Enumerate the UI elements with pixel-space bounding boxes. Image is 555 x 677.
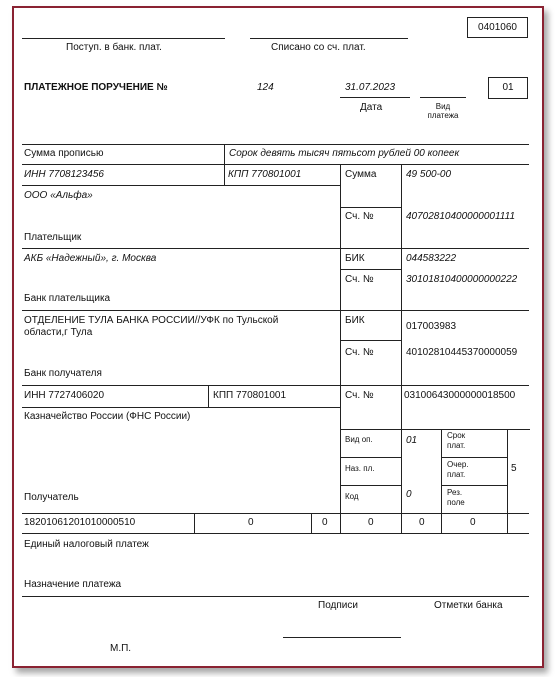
doc-date-value: 0 xyxy=(470,517,476,528)
payer-bank-bik-value: 044583222 xyxy=(406,253,457,264)
received-label: Поступ. в банк. плат. xyxy=(66,42,162,53)
amount-words-label: Сумма прописью xyxy=(24,148,104,159)
code-value: 0 xyxy=(406,489,412,500)
payer-inn: ИНН 7708123456 xyxy=(24,169,104,180)
purpose-code-label: Наз. пл. xyxy=(345,464,375,473)
amount-words-value: Сорок девять тысяч пятьсот рублей 00 копеек xyxy=(229,148,460,159)
order-date: 31.07.2023 xyxy=(345,82,396,93)
received-line xyxy=(22,38,225,39)
debited-label: Списано со сч. плат. xyxy=(271,42,366,53)
oktmo-value: 0 xyxy=(248,517,254,528)
payee-name: Казначейство России (ФНС России) xyxy=(24,411,191,422)
date-label: Дата xyxy=(360,102,383,113)
doc-number-value: 0 xyxy=(419,517,425,528)
payee-account-value: 03100643000000018500 xyxy=(404,390,516,401)
payment-type-label: Вид платежа xyxy=(427,102,459,120)
payee-bank-bik-value: 017003983 xyxy=(406,321,457,332)
payer-account-label: Сч. № xyxy=(345,211,374,222)
form-code-box xyxy=(467,17,528,38)
payer-bank-name: АКБ «Надежный», г. Москва xyxy=(24,253,157,264)
reserve-field-label: Рез. поле xyxy=(447,488,465,507)
payee-bank-account-value: 40102810445370000059 xyxy=(406,347,518,358)
signature-line xyxy=(283,637,401,638)
status-code-box xyxy=(488,77,528,99)
payee-kpp: КПП 770801001 xyxy=(213,390,287,401)
payer-name: ООО «Альфа» xyxy=(24,190,93,201)
order-label: Очер. плат. xyxy=(447,460,469,479)
payer-label: Плательщик xyxy=(24,232,82,243)
payee-bank-account-label: Сч. № xyxy=(345,347,374,358)
payer-sum-value: 49 500-00 xyxy=(406,169,452,180)
period-value: 0 xyxy=(368,517,374,528)
payee-inn: ИНН 7727406020 xyxy=(24,390,105,401)
payment-type-line xyxy=(420,97,466,98)
payee-bank-label: Банк получателя xyxy=(24,368,102,379)
payee-bank-name-line2: области,г Тула xyxy=(24,327,93,338)
due-date-label: Срок плат. xyxy=(447,431,466,450)
payer-account-value: 40702810400000001111 xyxy=(406,211,516,222)
basis-value: 0 xyxy=(322,517,328,528)
op-type-value: 01 xyxy=(406,435,418,446)
payer-bank-account-value: 30101810400000000222 xyxy=(406,274,518,285)
status-code: 01 xyxy=(502,82,514,93)
payer-sum-label: Сумма xyxy=(345,169,377,180)
payer-bank-label: Банк плательщика xyxy=(24,293,111,304)
payee-bank-bik-label: БИК xyxy=(345,315,365,326)
payer-bank-account-label: Сч. № xyxy=(345,274,374,285)
payer-bank-bik-label: БИК xyxy=(345,253,365,264)
stamp-label: М.П. xyxy=(110,643,132,654)
kbk-value: 18201061201010000510 xyxy=(24,517,136,528)
payer-kpp: КПП 770801001 xyxy=(228,169,302,180)
bank-marks-label: Отметки банка xyxy=(434,600,503,611)
op-type-label: Вид оп. xyxy=(345,435,373,444)
form-code: 0401060 xyxy=(478,22,517,33)
payee-account-label: Сч. № xyxy=(345,390,374,401)
date-line xyxy=(340,97,410,98)
order-value: 5 xyxy=(511,463,517,474)
code-label: Код xyxy=(345,492,359,501)
payee-label: Получатель xyxy=(24,492,79,503)
payee-bank-name-line1: ОТДЕЛЕНИЕ ТУЛА БАНКА РОССИИ//УФК по Тульской xyxy=(24,315,279,326)
signatures-label: Подписи xyxy=(318,600,358,611)
order-number: 124 xyxy=(257,82,274,93)
debited-line xyxy=(250,38,408,39)
form-title: ПЛАТЕЖНОЕ ПОРУЧЕНИЕ № xyxy=(24,82,168,93)
purpose-text: Единый налоговый платеж xyxy=(24,539,149,550)
purpose-label: Назначение платежа xyxy=(24,579,122,590)
